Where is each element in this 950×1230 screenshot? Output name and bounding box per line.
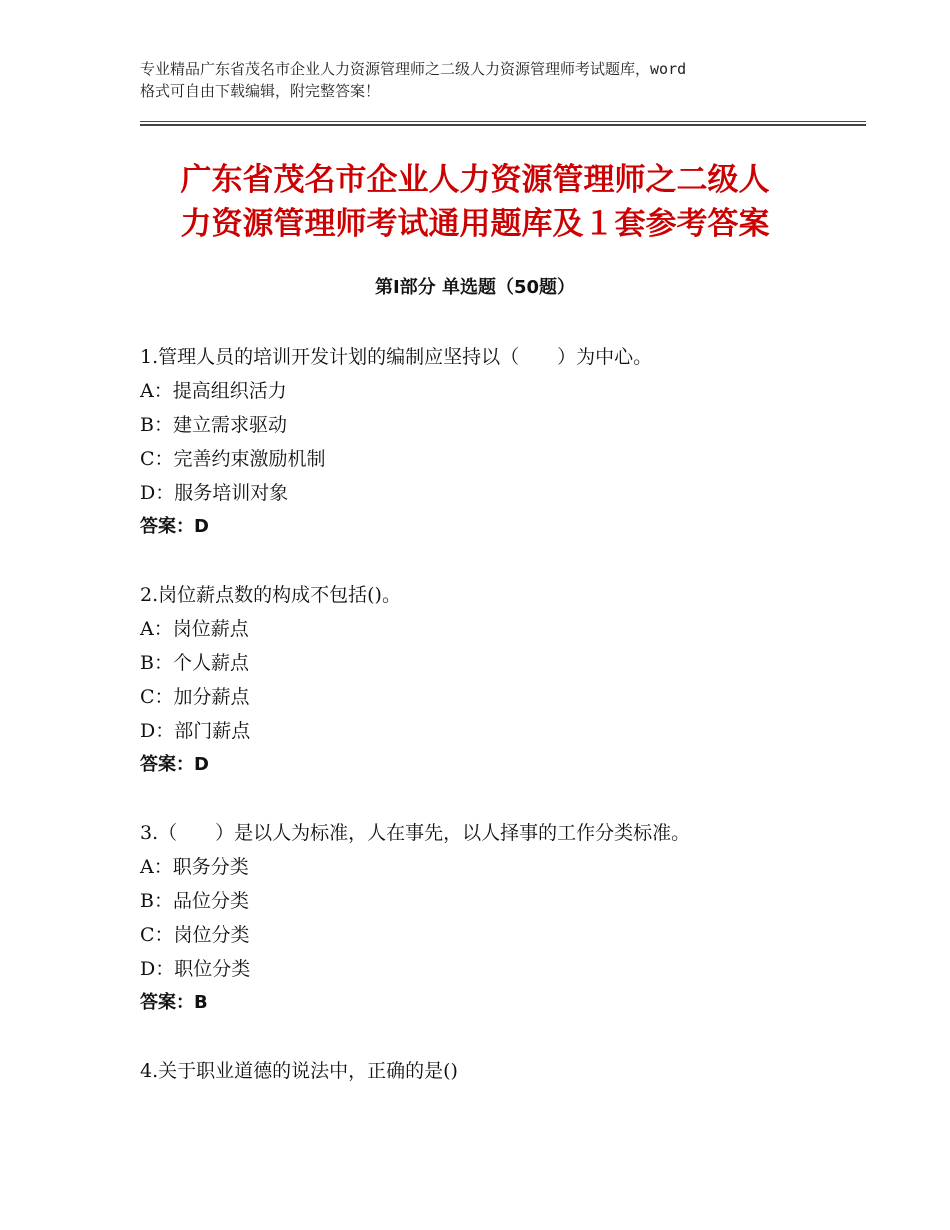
option-d: D：职位分类 [140, 958, 251, 980]
document-title [100, 158, 850, 246]
question-stem: 2.岗位薪点数的构成不包括()。 [140, 584, 401, 606]
header-note [140, 58, 840, 102]
option-b: B：建立需求驱动 [140, 414, 287, 436]
header-note-line-2: 格式可自由下载编辑，附完整答案！ [140, 82, 381, 100]
answer-label: 答案：D [140, 516, 209, 537]
option-a: A：岗位薪点 [140, 618, 249, 640]
question-3 [140, 816, 860, 1020]
question-2 [140, 578, 860, 782]
option-c: C：完善约束激励机制 [140, 448, 326, 470]
option-b: B：个人薪点 [140, 652, 249, 674]
option-d: D：部门薪点 [140, 720, 251, 742]
option-a: A：提高组织活力 [140, 380, 287, 402]
option-c: C：岗位分类 [140, 924, 250, 946]
question-stem: 1.管理人员的培训开发计划的编制应坚持以（ ）为中心。 [140, 346, 653, 368]
answer-label: 答案：B [140, 992, 208, 1013]
question-stem: 4.关于职业道德的说法中，正确的是() [140, 1060, 458, 1082]
answer-label: 答案：D [140, 754, 209, 775]
option-d: D：服务培训对象 [140, 482, 289, 504]
question-1 [140, 340, 860, 544]
section-title: 第Ⅰ部分 单选题（50题） [374, 277, 575, 298]
option-b: B：品位分类 [140, 890, 249, 912]
document-title-line-2: 力资源管理师考试通用题库及１套参考答案 [180, 206, 770, 242]
document-title-line-1: 广东省茂名市企业人力资源管理师之二级人 [180, 162, 770, 198]
header-divider [140, 121, 866, 126]
header-note-line-1: 专业精品广东省茂名市企业人力资源管理师之二级人力资源管理师考试题库，word [140, 60, 687, 78]
question-list [140, 340, 860, 1122]
question-4 [140, 1054, 860, 1088]
option-a: A：职务分类 [140, 856, 249, 878]
question-stem: 3.（ ）是以人为标准，人在事先，以人择事的工作分类标准。 [140, 822, 691, 844]
option-c: C：加分薪点 [140, 686, 250, 708]
